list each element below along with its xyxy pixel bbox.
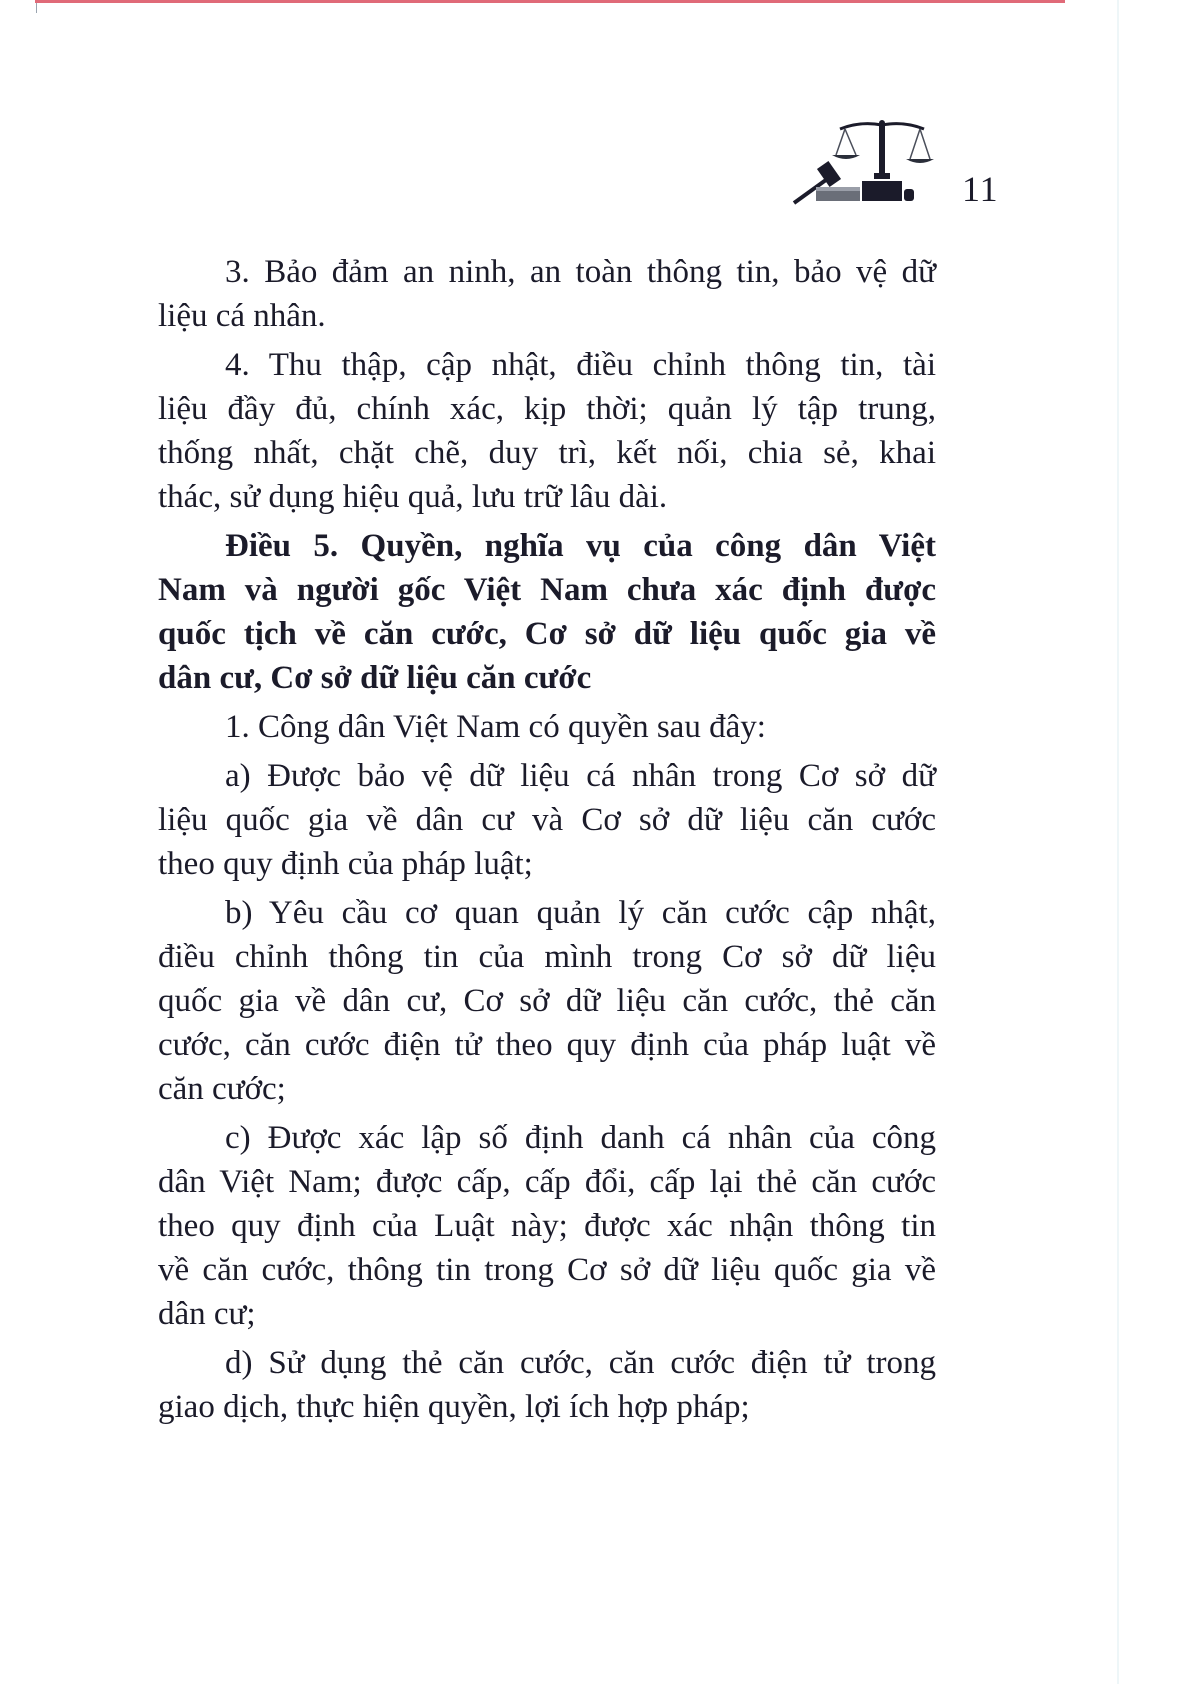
page-right-edge [1117, 0, 1119, 1684]
text-line: thác, sử dụng hiệu quả, lưu trữ lâu dài. [158, 479, 668, 515]
text-line: 1. Công dân Việt Nam có quyền sau đây: [225, 709, 766, 745]
page-number: 11 [962, 169, 999, 209]
paragraph-point-b [158, 891, 936, 1111]
text-line: d) Sử dụng thẻ căn cước, căn cước điện tử trong [225, 1345, 936, 1381]
text-line: liệu cá nhân. [158, 298, 326, 334]
text-line: theo quy định của pháp luật; [158, 846, 533, 882]
text-line: b) Yêu cầu cơ quan quản lý căn cước cập nhật, [225, 895, 936, 931]
paragraph-point-a [158, 754, 936, 886]
page-top-edge [35, 0, 1065, 3]
text-line: căn cước; [158, 1071, 286, 1107]
page-left-edge [36, 3, 37, 13]
text-line: liệu quốc gia về dân cư và Cơ sở dữ liệu căn cước [158, 802, 936, 838]
text-line: Nam và người gốc Việt Nam chưa xác định được [158, 572, 936, 608]
paragraph-article-5-clause-1 [158, 705, 936, 749]
text-line: dân cư; [158, 1296, 256, 1332]
text-line: dân cư, Cơ sở dữ liệu căn cước [158, 660, 592, 696]
text-line: quốc tịch về căn cước, Cơ sở dữ liệu quốc gia về [158, 616, 936, 652]
page-header [790, 115, 1010, 209]
text-line: điều chỉnh thông tin của mình trong Cơ sở dữ liệu [158, 939, 936, 975]
document-body [158, 250, 936, 1434]
text-line: c) Được xác lập số định danh cá nhân của công [225, 1120, 936, 1156]
text-line: giao dịch, thực hiện quyền, lợi ích hợp pháp; [158, 1389, 750, 1425]
text-line: theo quy định của Luật này; được xác nhận thông tin [158, 1208, 936, 1244]
text-line: thống nhất, chặt chẽ, duy trì, kết nối, chia sẻ, khai [158, 435, 936, 471]
text-line: a) Được bảo vệ dữ liệu cá nhân trong Cơ sở dữ [225, 758, 936, 794]
text-line: dân Việt Nam; được cấp, cấp đổi, cấp lại thẻ căn cước [158, 1164, 936, 1200]
scales-of-justice-gavel-icon [790, 115, 940, 205]
paragraph-point-d [158, 1341, 936, 1429]
article-5-heading [158, 524, 936, 700]
text-line: Điều 5. Quyền, nghĩa vụ của công dân Việt [225, 528, 936, 564]
text-line: 4. Thu thập, cập nhật, điều chỉnh thông tin, tài [225, 347, 936, 383]
text-line: quốc gia về dân cư, Cơ sở dữ liệu căn cước, thẻ căn [158, 983, 936, 1019]
paragraph-clause-4 [158, 343, 936, 519]
text-line: liệu đầy đủ, chính xác, kịp thời; quản lý tập trung, [158, 391, 936, 427]
paragraph-point-c [158, 1116, 936, 1336]
text-line: về căn cước, thông tin trong Cơ sở dữ liệu quốc gia về [158, 1252, 936, 1288]
text-line: 3. Bảo đảm an ninh, an toàn thông tin, bảo vệ dữ [225, 254, 936, 290]
paragraph-clause-3 [158, 250, 936, 338]
text-line: cước, căn cước điện tử theo quy định của pháp luật về [158, 1027, 936, 1063]
